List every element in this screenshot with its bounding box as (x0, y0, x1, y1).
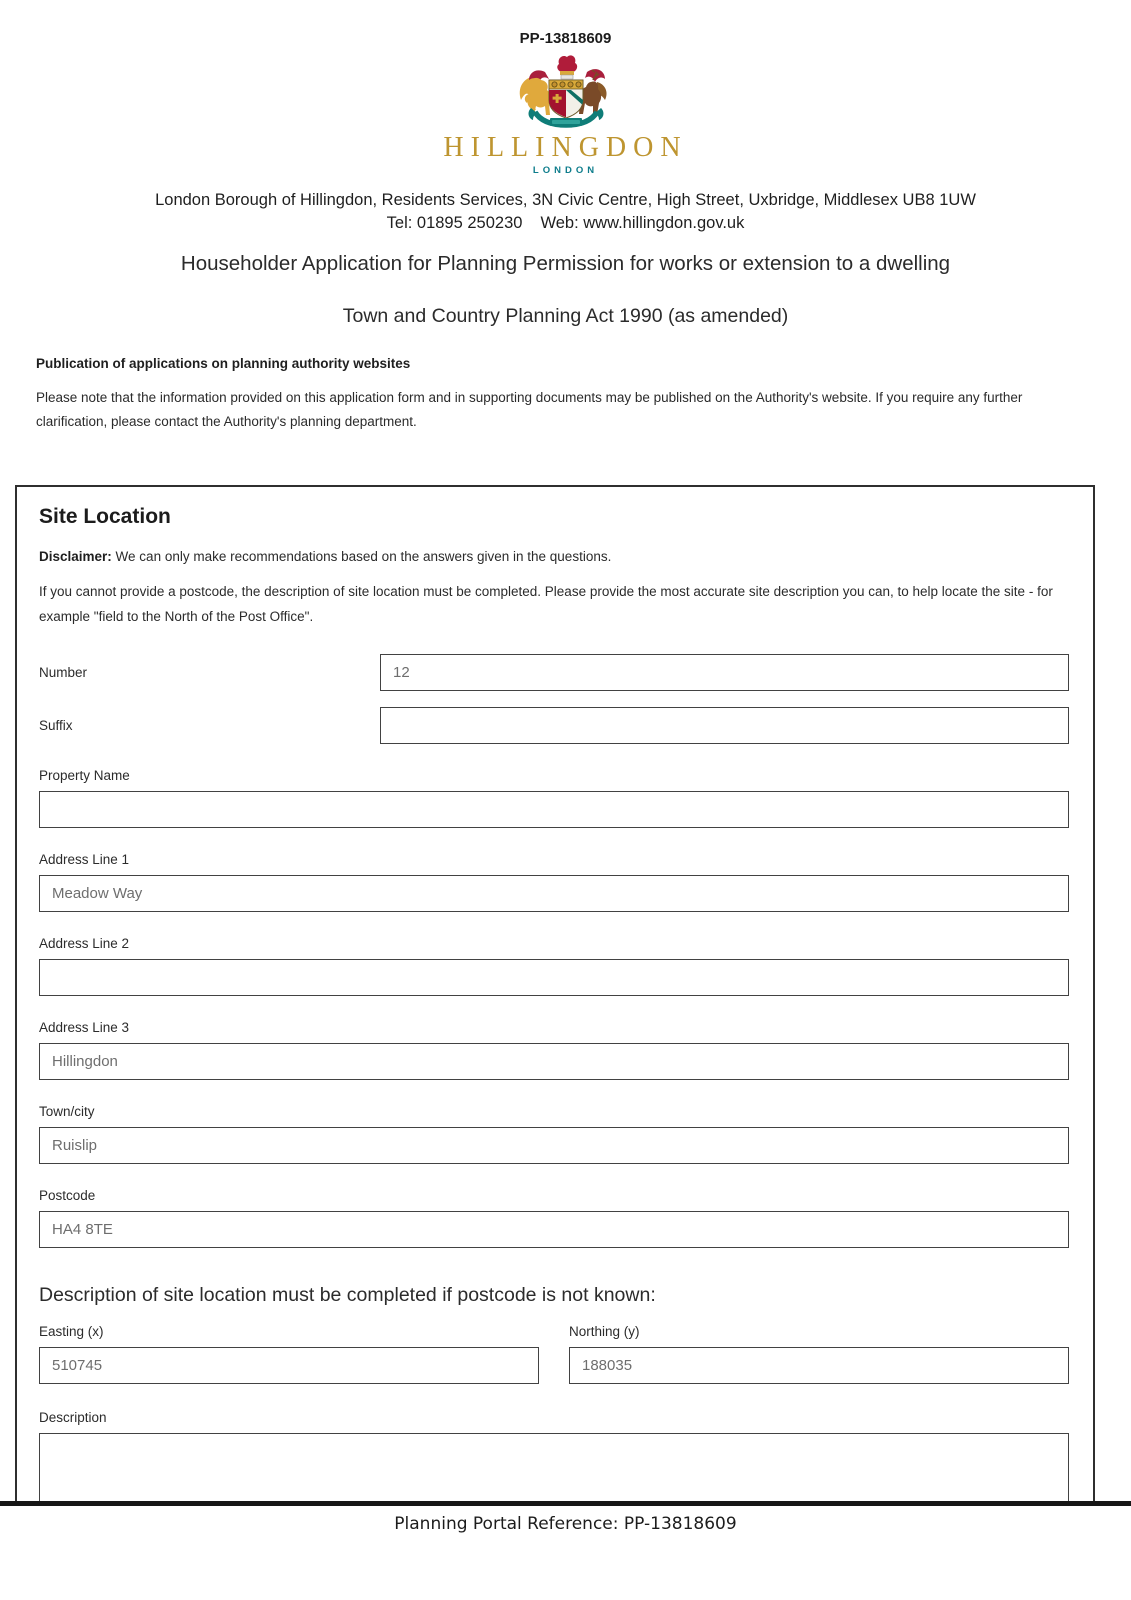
address-line-3-input[interactable] (39, 1043, 1069, 1080)
site-location-section (15, 485, 1095, 1503)
planning-portal-reference: Planning Portal Reference: PP-13818609 (394, 1514, 737, 1534)
field-group-northing (569, 1324, 1069, 1384)
address-line-3-label: Address Line 3 (39, 1020, 130, 1035)
town-city-label: Town/city (39, 1104, 95, 1119)
town-city-input[interactable] (39, 1127, 1069, 1164)
property-name-input[interactable] (39, 791, 1069, 828)
document-header (0, 0, 1131, 328)
field-group-postcode (39, 1188, 1069, 1248)
northing-input[interactable] (569, 1347, 1069, 1384)
postcode-label: Postcode (39, 1188, 96, 1203)
page-break-divider (0, 1501, 1131, 1506)
authority-contact (0, 214, 1131, 233)
easting-input[interactable] (39, 1347, 539, 1384)
field-group-address-line-1 (39, 852, 1069, 912)
field-group-description (39, 1410, 1069, 1503)
london-sublabel: LONDON (532, 165, 599, 176)
application-reference: PP-13818609 (519, 30, 612, 47)
suffix-label: Suffix (39, 718, 73, 733)
address-line-2-input[interactable] (39, 959, 1069, 996)
disclaimer-text: Disclaimer: We can only make recommendations based on the answers given in the questions. (39, 549, 612, 564)
field-row-number (39, 654, 1069, 691)
disclaimer-label: Disclaimer: (39, 549, 112, 564)
field-group-easting (39, 1324, 539, 1384)
easting-label: Easting (x) (39, 1324, 104, 1339)
document-title: Householder Application for Planning Permission for works or extension to a dwelling (180, 252, 951, 275)
field-group-address-line-3 (39, 1020, 1069, 1080)
field-group-address-line-2 (39, 936, 1069, 996)
publication-heading: Publication of applications on planning authority websites (36, 356, 411, 371)
description-label: Description (39, 1410, 107, 1425)
hillingdon-wordmark: HILLINGDON (443, 132, 688, 163)
authority-address: London Borough of Hillingdon, Residents Services, 3N Civic Centre, High Street, Uxbridge, Middlesex UB8 1UW (155, 191, 976, 209)
publication-note (36, 356, 1093, 434)
hillingdon-crest-logo (0, 52, 1131, 132)
description-requirement-heading: Description of site location must be completed if postcode is not known: (39, 1284, 656, 1306)
section-title: Site Location (39, 505, 171, 528)
authority-tel: Tel: 01895 250230 (386, 214, 523, 232)
authority-web: Web: www.hillingdon.gov.uk (540, 214, 745, 232)
publication-body: Please note that the information provided on this application form and in supporting documents may be published on the Authority's website. If you require any further clarification, please contact the Authority's planning department. (36, 390, 1023, 429)
field-row-suffix (39, 707, 1069, 744)
number-label: Number (39, 665, 88, 680)
section-intro: If you cannot provide a postcode, the description of site location must be completed. Please provide the most accurate site description you can, to help locate the site - for example "field to the North of the Post Office". (39, 584, 1053, 624)
document-subtitle: Town and Country Planning Act 1990 (as amended) (342, 305, 789, 327)
coat-of-arms-icon (501, 52, 631, 132)
address-line-2-label: Address Line 2 (39, 936, 130, 951)
address-line-1-input[interactable] (39, 875, 1069, 912)
postcode-input[interactable] (39, 1211, 1069, 1248)
field-group-property-name (39, 768, 1069, 828)
northing-label: Northing (y) (569, 1324, 640, 1339)
address-line-1-label: Address Line 1 (39, 852, 130, 867)
field-group-town-city (39, 1104, 1069, 1164)
coordinates-row (39, 1324, 1069, 1384)
property-name-label: Property Name (39, 768, 130, 783)
description-textarea[interactable] (39, 1433, 1069, 1503)
suffix-input[interactable] (380, 707, 1069, 744)
number-input[interactable] (380, 654, 1069, 691)
